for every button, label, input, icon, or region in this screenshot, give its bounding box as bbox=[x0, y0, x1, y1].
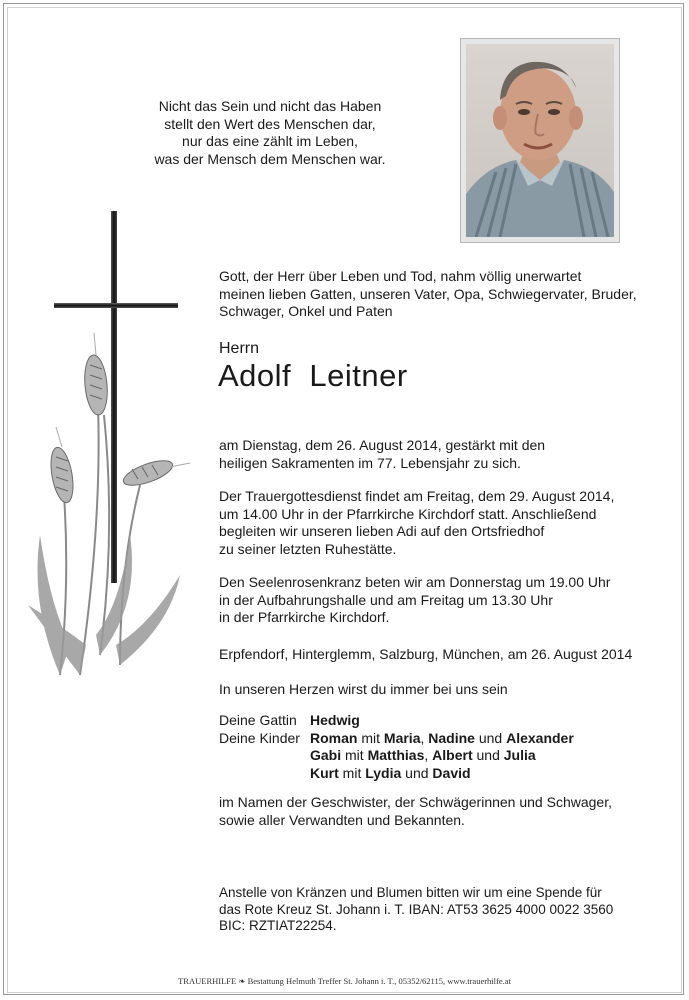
grandchild-name: Albert bbox=[432, 747, 473, 763]
footer-brand: TRAUERHILFE bbox=[178, 976, 237, 986]
intro-text bbox=[219, 268, 637, 321]
wife-name: Hedwig bbox=[310, 712, 360, 728]
connector: mit bbox=[357, 729, 384, 746]
children-row bbox=[219, 747, 574, 765]
poem-line: stellt den Wert des Menschen dar, bbox=[164, 115, 376, 132]
poem-line: nur das eine zählt im Leben, bbox=[182, 133, 358, 149]
motto: In unseren Herzen wirst du immer bei uns sein bbox=[219, 681, 508, 697]
grandchild-name: Alexander bbox=[506, 729, 574, 746]
death-line: am Dienstag, dem 26. August 2014, gestärkt mit den bbox=[219, 437, 546, 453]
children-row bbox=[219, 730, 574, 748]
child-name: Kurt bbox=[310, 764, 339, 781]
death-line: heiligen Sakramenten im 77. Lebensjahr zu sich. bbox=[219, 454, 521, 471]
death-text bbox=[219, 437, 545, 472]
grandchild-name: Nadine bbox=[428, 729, 475, 746]
place-date: Erpfendorf, Hinterglemm, Salzburg, München, am 26. August 2014 bbox=[219, 646, 633, 662]
connector: , bbox=[424, 747, 433, 763]
funeral-line: um 14.00 Uhr in der Pfarrkirche Kirchdorf statt. Anschließend bbox=[219, 505, 597, 522]
funeral-text bbox=[219, 488, 614, 558]
donation-text bbox=[219, 885, 613, 935]
funeral-line: begleiten wir unseren lieben Adi auf den Ortsfriedhof bbox=[219, 523, 545, 539]
wife-row bbox=[219, 712, 574, 730]
donation-line: das Rote Kreuz St. Johann i. T. IBAN: AT53 3625 4000 0022 3560 bbox=[219, 901, 614, 917]
intro-line: meinen lieben Gatten, unseren Vater, Opa, Schwiegervater, Bruder, bbox=[219, 285, 637, 302]
children-line bbox=[310, 747, 536, 765]
grandchild-name: David bbox=[432, 764, 471, 781]
in-law-name: Matthias bbox=[367, 747, 425, 763]
connector: und bbox=[401, 764, 433, 781]
poem bbox=[120, 98, 420, 168]
survivors-list bbox=[219, 712, 574, 782]
in-law-name: Lydia bbox=[365, 764, 402, 781]
feather-icon: ❧ bbox=[238, 976, 246, 986]
rosary-line: in der Aufbahrungshalle und am Freitag um 13.30 Uhr bbox=[219, 591, 553, 608]
connector: mit bbox=[338, 764, 366, 781]
portrait-frame bbox=[460, 38, 620, 243]
intro-line: Gott, der Herr über Leben und Tod, nahm völlig unerwartet bbox=[219, 268, 582, 284]
rosary-line: Den Seelenrosenkranz beten wir am Donnerstag um 19.00 Uhr bbox=[219, 574, 611, 590]
grandchild-name: Julia bbox=[503, 747, 536, 763]
poem-line: Nicht das Sein und nicht das Haben bbox=[158, 98, 382, 114]
connector: und bbox=[474, 729, 507, 746]
funeral-line: Der Trauergottesdienst findet am Freitag, dem 29. August 2014, bbox=[219, 488, 615, 504]
footer-text: Bestattung Helmuth Treffer St. Johann i. T., 05352/62115, www.trauerhilfe.at bbox=[247, 976, 511, 986]
children-line bbox=[310, 730, 574, 748]
portrait-photo bbox=[466, 44, 614, 237]
child-name: Roman bbox=[310, 729, 358, 746]
children-line bbox=[310, 765, 471, 783]
poem-line: was der Mensch dem Menschen war. bbox=[154, 150, 386, 167]
cross-with-wheat-icon bbox=[20, 205, 195, 685]
honorific: Herrn bbox=[219, 340, 260, 357]
donation-line: Anstelle von Kränzen und Blumen bitten wir um eine Spende für bbox=[219, 885, 602, 900]
rosary-line: in der Pfarrkirche Kirchdorf. bbox=[219, 609, 390, 625]
relatives-text bbox=[219, 794, 612, 829]
rosary-text bbox=[219, 574, 610, 627]
intro-line: Schwager, Onkel und Paten bbox=[219, 303, 393, 319]
children-row bbox=[219, 765, 574, 783]
deceased-name: Adolf Leitner bbox=[218, 358, 408, 393]
donation-line: BIC: RZTIAT22254. bbox=[219, 918, 337, 933]
connector: mit bbox=[341, 747, 368, 763]
connector: und bbox=[472, 747, 504, 763]
in-law-name: Maria bbox=[383, 729, 421, 746]
child-name: Gabi bbox=[310, 747, 342, 763]
relatives-line: sowie aller Verwandten und Bekannten. bbox=[219, 811, 465, 828]
funeral-line: zu seiner letzten Ruhestätte. bbox=[219, 540, 397, 557]
relatives-line: im Namen der Geschwister, der Schwägerinnen und Schwager, bbox=[219, 794, 612, 810]
footer bbox=[0, 976, 689, 987]
connector: , bbox=[420, 729, 429, 746]
children-label: Deine Kinder bbox=[219, 729, 300, 746]
wife-label: Deine Gattin bbox=[219, 712, 297, 728]
